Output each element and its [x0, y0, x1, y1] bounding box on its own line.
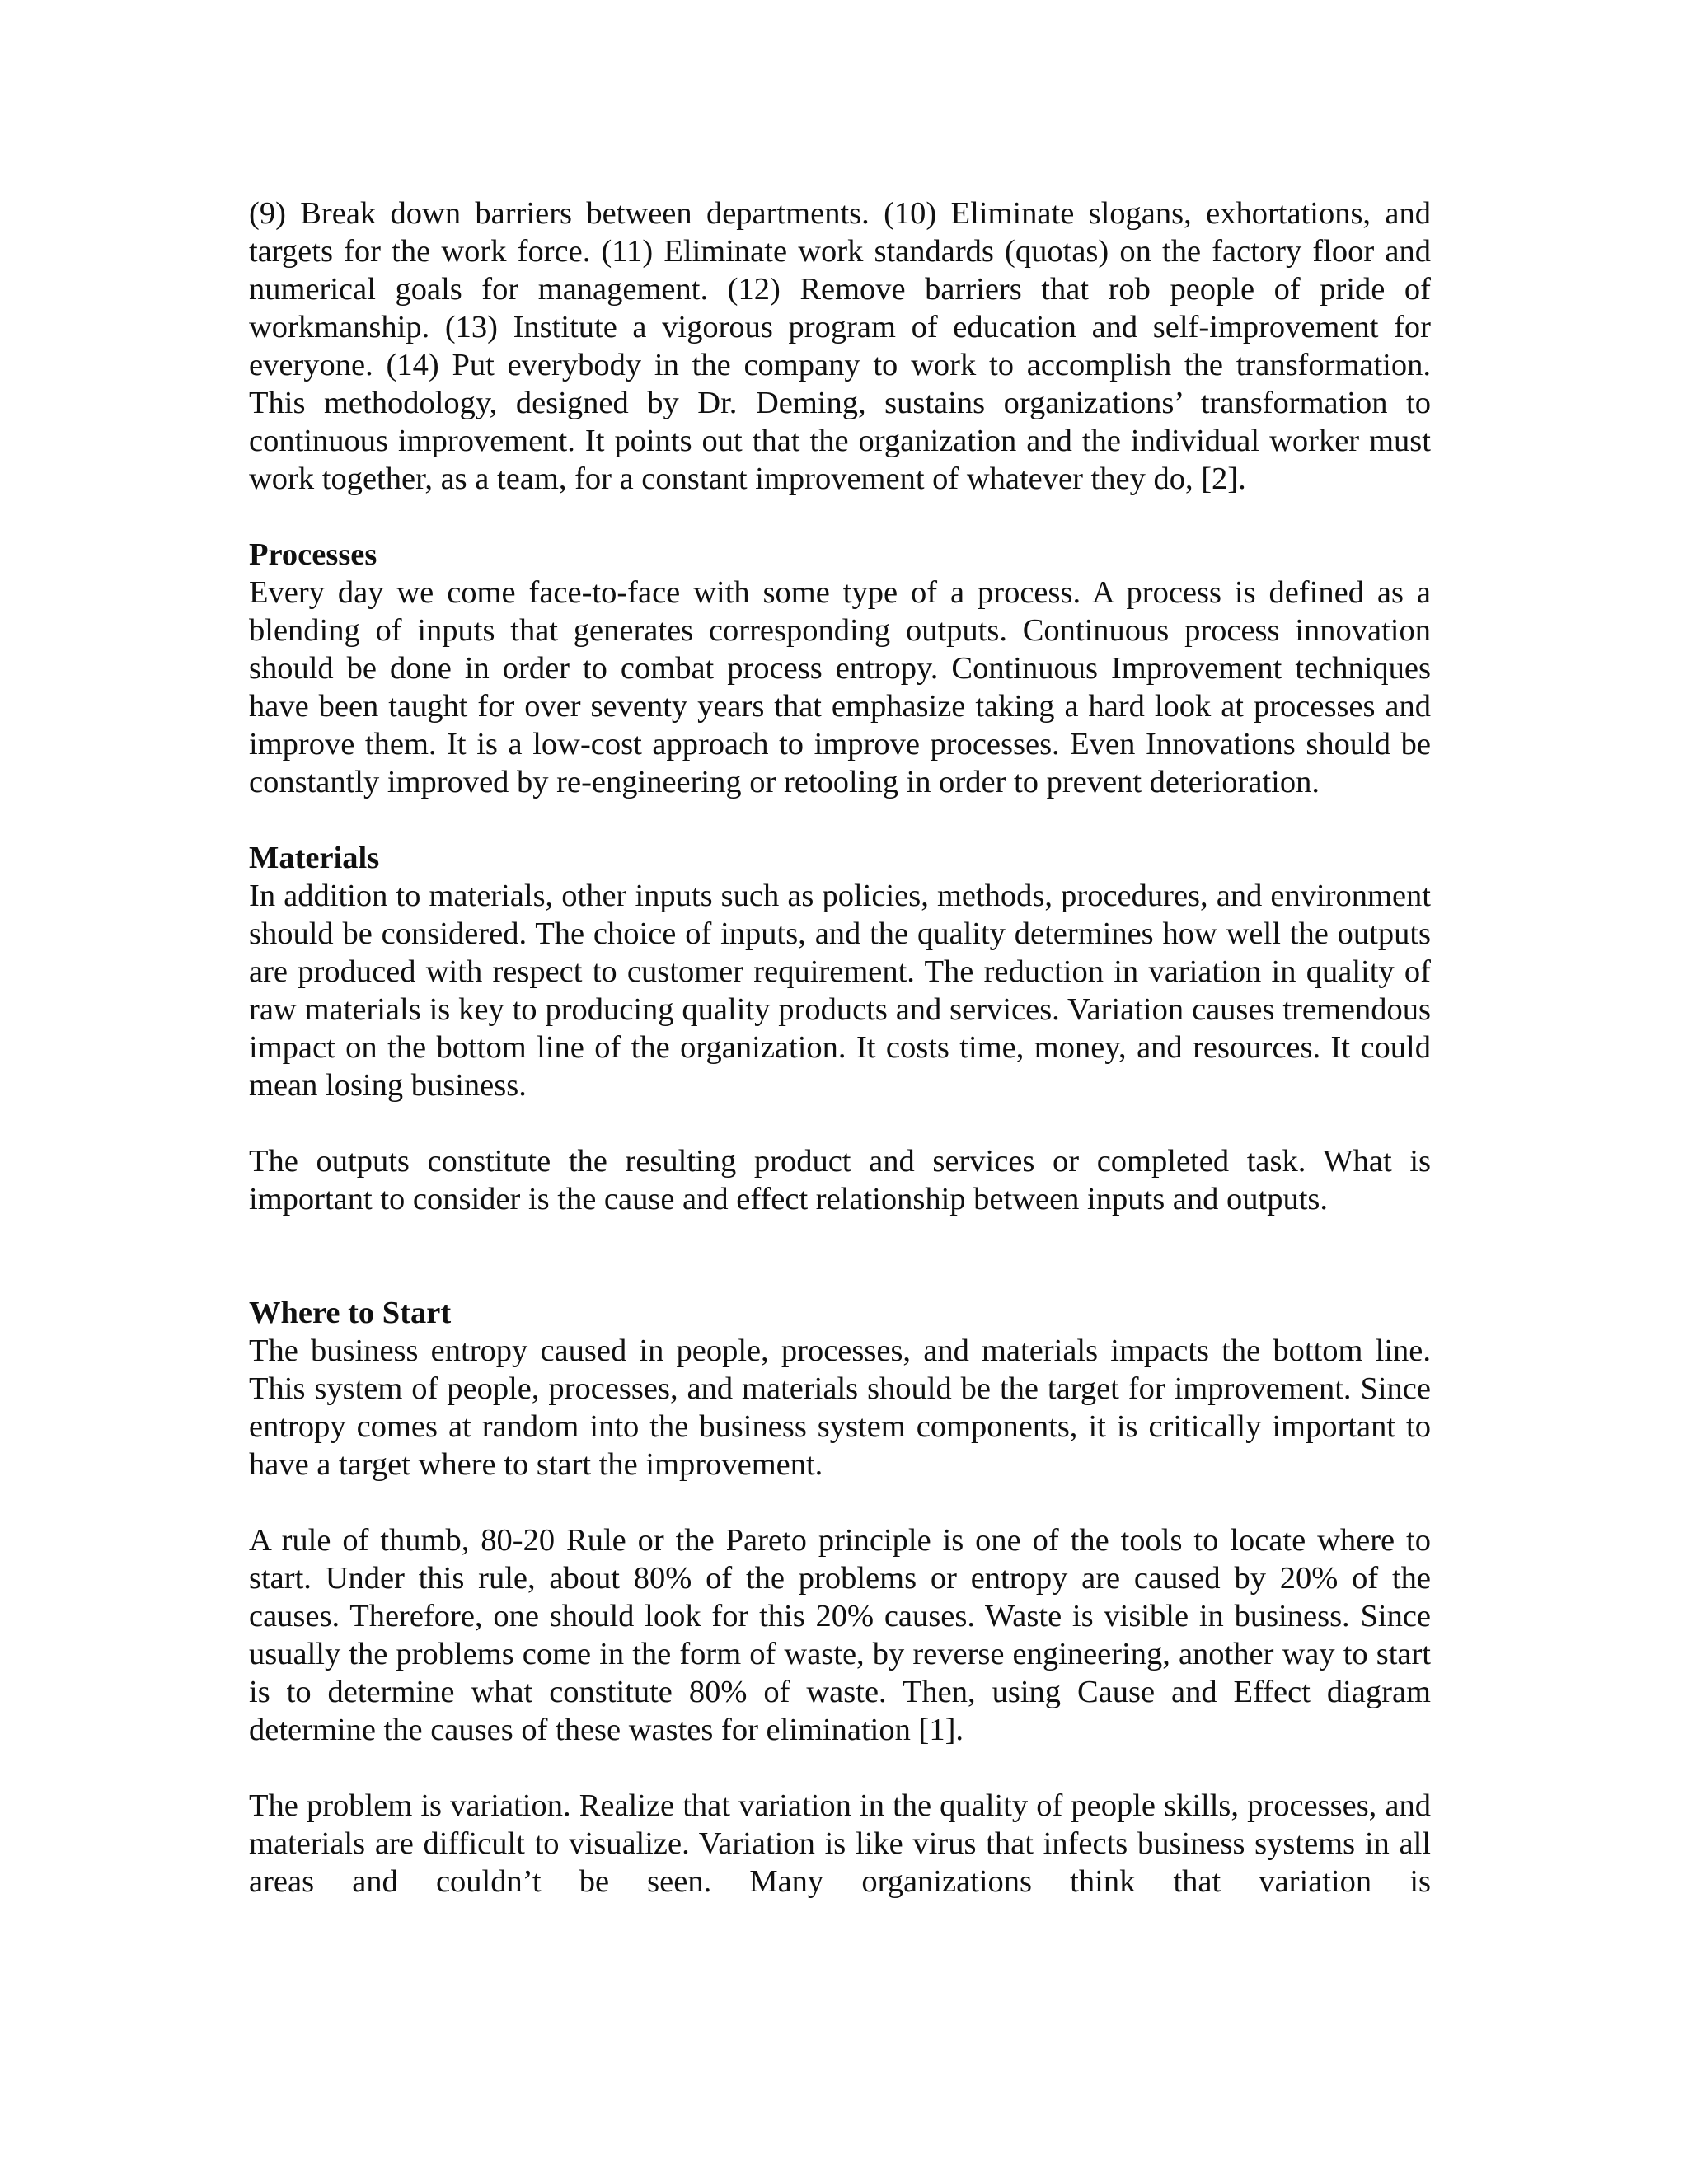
processes-paragraph: Every day we come face-to-face with some type of a process. A process is defined as a blending of inputs that generates corresponding outputs. Continuous process innovation should be done in order to combat process entropy. Continuous Improvement techniques have been taught for over seventy years that emphasize taking a hard look at processes and improve them. It is a low-cost approach to improve processes. Even Innovations should be constantly improved by re-engineering or retooling in order to prevent deterioration.	[249, 575, 1431, 799]
processes-heading: Processes	[249, 537, 377, 572]
spacer	[249, 498, 1431, 536]
materials-paragraph: In addition to materials, other inputs such as policies, methods, procedures, and environment should be considered. The choice of inputs, and the quality determines how well the outputs are produced with respect to customer requirement. The reduction in variation in quality of raw materials is key to producing quality products and services. Variation causes tremendous impact on the bottom line of the organization. It costs time, money, and resources. It could mean losing business.	[249, 879, 1431, 1103]
spacer	[249, 1218, 1431, 1294]
spacer	[249, 801, 1431, 839]
spacer	[249, 1104, 1431, 1142]
outputs-paragraph: The outputs constitute the resulting product and services or completed task. What is important to consider is the cause and effect relationship between inputs and outputs.	[249, 1144, 1431, 1216]
spacer	[249, 1483, 1431, 1521]
where-to-start-heading: Where to Start	[249, 1296, 452, 1330]
intro-paragraph: (9) Break down barriers between departments. (10) Eliminate slogans, exhortations, and targets for the work force. (11) Eliminate work standards (quotas) on the factory floor and numerical goals for management. (12) Remove barriers that rob people of pride of workmanship. (13) Institute a vigorous program of education and self-improvement for everyone. (14) Put everybody in the company to work to accomplish the transformation. This methodology, designed by Dr. Deming, sustains organizations’ transformation to continuous improvement. It points out that the organization and the individual worker must work together, as a team, for a constant improvement of whatever they do, [2].	[249, 196, 1431, 496]
materials-heading: Materials	[249, 841, 380, 875]
where-to-start-paragraph-3: The problem is variation. Realize that variation in the quality of people skills, processes, and materials are difficult to visualize. Variation is like virus that infects business systems in all areas and couldn’t be seen. Many organizations think that variation is	[249, 1788, 1431, 1899]
spacer	[249, 1749, 1431, 1787]
where-to-start-paragraph-2: A rule of thumb, 80-20 Rule or the Pareto principle is one of the tools to locate where to start. Under this rule, about 80% of the problems or entropy are caused by 20% of the causes. Therefore, one should look for this 20% causes. Waste is visible in business. Since usually the problems come in the form of waste, by reverse engineering, another way to start is to determine what constitute 80% of waste. Then, using Cause and Effect diagram determine the causes of these wastes for elimination [1].	[249, 1523, 1431, 1747]
document-page	[249, 194, 1431, 1900]
where-to-start-paragraph-1: The business entropy caused in people, processes, and materials impacts the bottom line. This system of people, processes, and materials should be the target for improvement. Since entropy comes at random into the business system components, it is critically important to have a target where to start the improvement.	[249, 1333, 1431, 1482]
